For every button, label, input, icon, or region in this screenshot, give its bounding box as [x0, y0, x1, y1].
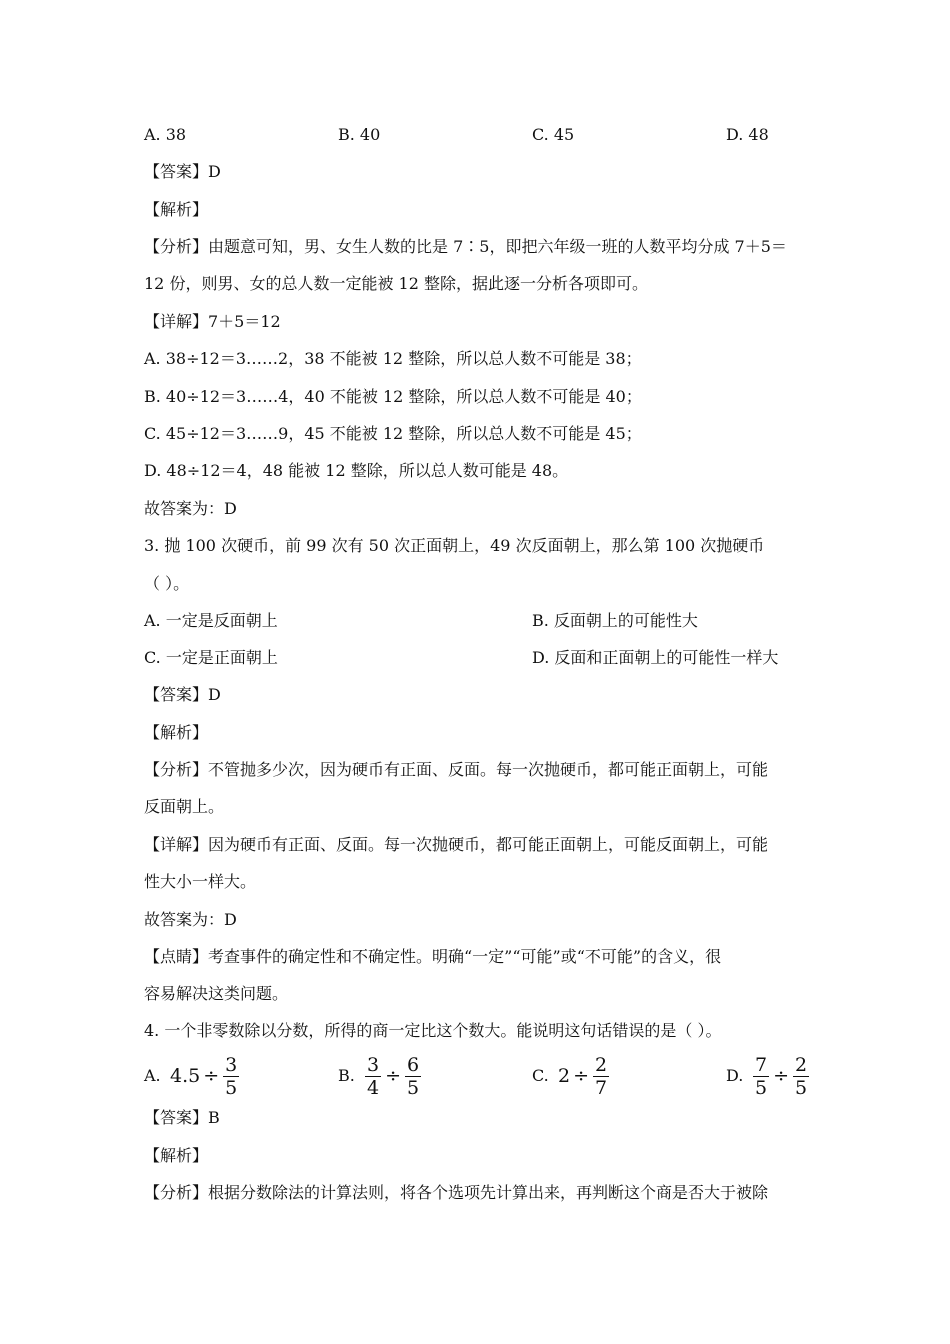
math-expression — [170, 1052, 240, 1100]
q4-analysis-heading: 【解析】 — [144, 1146, 209, 1165]
q4-answer: 【答案】B — [144, 1108, 220, 1127]
q3-option-a: A. 一定是反面朝上 — [144, 611, 278, 630]
denominator: 5 — [407, 1076, 420, 1099]
denominator: 5 — [755, 1076, 768, 1099]
q2-detail-c: C. 45÷12＝3……9，45 不能被 12 整除，所以总人数不可能是 45； — [144, 424, 642, 443]
denominator: 4 — [367, 1076, 380, 1099]
q2-fenxi-line-1: 【分析】由题意可知，男、女生人数的比是 7∶5，即把六年级一班的人数平均分成 7＋5＝ — [144, 237, 787, 256]
numerator: 2 — [795, 1053, 808, 1076]
math-expression — [752, 1052, 810, 1100]
q3-option-d: D. 反面和正面朝上的可能性一样大 — [532, 648, 779, 667]
q2-option-d: D. 48 — [726, 125, 769, 144]
q3-stem-line-1: 3. 抛 100 次硬币，前 99 次有 50 次正面朝上，49 次反面朝上，那么第 100 次抛硬币 — [144, 536, 765, 555]
q3-option-b: B. 反面朝上的可能性大 — [532, 611, 698, 630]
fraction — [593, 1054, 609, 1099]
q3-answer: 【答案】D — [144, 685, 221, 704]
whole-number: 4.5 — [170, 1065, 201, 1087]
numerator: 2 — [595, 1053, 608, 1076]
denominator: 7 — [595, 1076, 608, 1099]
q4-option-b — [338, 1052, 518, 1100]
q2-final-answer: 故答案为：D — [144, 499, 237, 518]
option-letter: D. — [726, 1066, 744, 1085]
q2-fenxi-line-2: 12 份，则男、女的总人数一定能被 12 整除，据此逐一分析各项即可。 — [144, 274, 648, 293]
q2-detail-a: A. 38÷12＝3……2，38 不能被 12 整除，所以总人数不可能是 38； — [144, 349, 642, 368]
q4-option-d — [726, 1052, 906, 1100]
math-expression — [558, 1052, 610, 1100]
q3-xiangjie-line-1: 【详解】因为硬币有正面、反面。每一次抛硬币，都可能正面朝上，可能反面朝上，可能 — [144, 835, 769, 854]
q3-final-answer: 故答案为：D — [144, 910, 237, 929]
fraction — [223, 1054, 239, 1099]
q2-option-a: A. 38 — [144, 125, 187, 144]
q3-option-c: C. 一定是正面朝上 — [144, 648, 278, 667]
option-letter: C. — [532, 1066, 549, 1085]
q4-fenxi-line-1: 【分析】根据分数除法的计算法则，将各个选项先计算出来，再判断这个商是否大于被除 — [144, 1183, 769, 1202]
fraction — [753, 1054, 769, 1099]
q2-detail-b: B. 40÷12＝3……4，40 不能被 12 整除，所以总人数不可能是 40； — [144, 387, 642, 406]
option-letter: B. — [338, 1066, 355, 1085]
denominator: 5 — [795, 1076, 808, 1099]
q3-analysis-heading: 【解析】 — [144, 723, 209, 742]
q2-option-c: C. 45 — [532, 125, 575, 144]
q3-stem-line-2: （ ）。 — [144, 574, 190, 593]
q2-analysis-heading: 【解析】 — [144, 200, 209, 219]
math-expression — [364, 1052, 422, 1100]
q3-fenxi-line-2: 反面朝上。 — [144, 797, 225, 816]
denominator: 5 — [225, 1076, 238, 1099]
q2-answer: 【答案】D — [144, 162, 221, 181]
option-letter: A. — [144, 1066, 161, 1085]
numerator: 3 — [367, 1053, 380, 1076]
q3-dianjing-line-1: 【点睛】考查事件的确定性和不确定性。明确“一定”“可能”或“不可能”的含义，很 — [144, 947, 722, 966]
q2-option-b: B. 40 — [338, 125, 381, 144]
fraction — [365, 1054, 381, 1099]
whole-number: 2 — [558, 1065, 571, 1087]
numerator: 3 — [225, 1053, 238, 1076]
q2-xiangjie: 【详解】7＋5＝12 — [144, 312, 281, 331]
fraction — [405, 1054, 421, 1099]
q4-option-c — [532, 1052, 712, 1100]
q4-stem: 4. 一个非零数除以分数，所得的商一定比这个数大。能说明这句话错误的是（ ）。 — [144, 1021, 722, 1040]
q3-xiangjie-line-2: 性大小一样大。 — [144, 872, 257, 891]
q4-option-a — [144, 1052, 324, 1100]
q3-dianjing-line-2: 容易解决这类问题。 — [144, 984, 289, 1003]
q3-fenxi-line-1: 【分析】不管抛多少次，因为硬币有正面、反面。每一次抛硬币，都可能正面朝上，可能 — [144, 760, 769, 779]
numerator: 7 — [755, 1053, 768, 1076]
division-sign: ÷ — [203, 1065, 220, 1087]
q2-detail-d: D. 48÷12＝4，48 能被 12 整除，所以总人数可能是 48。 — [144, 461, 569, 480]
division-sign: ÷ — [573, 1065, 590, 1087]
division-sign: ÷ — [385, 1065, 402, 1087]
division-sign: ÷ — [773, 1065, 790, 1087]
numerator: 6 — [407, 1053, 420, 1076]
fraction — [793, 1054, 809, 1099]
